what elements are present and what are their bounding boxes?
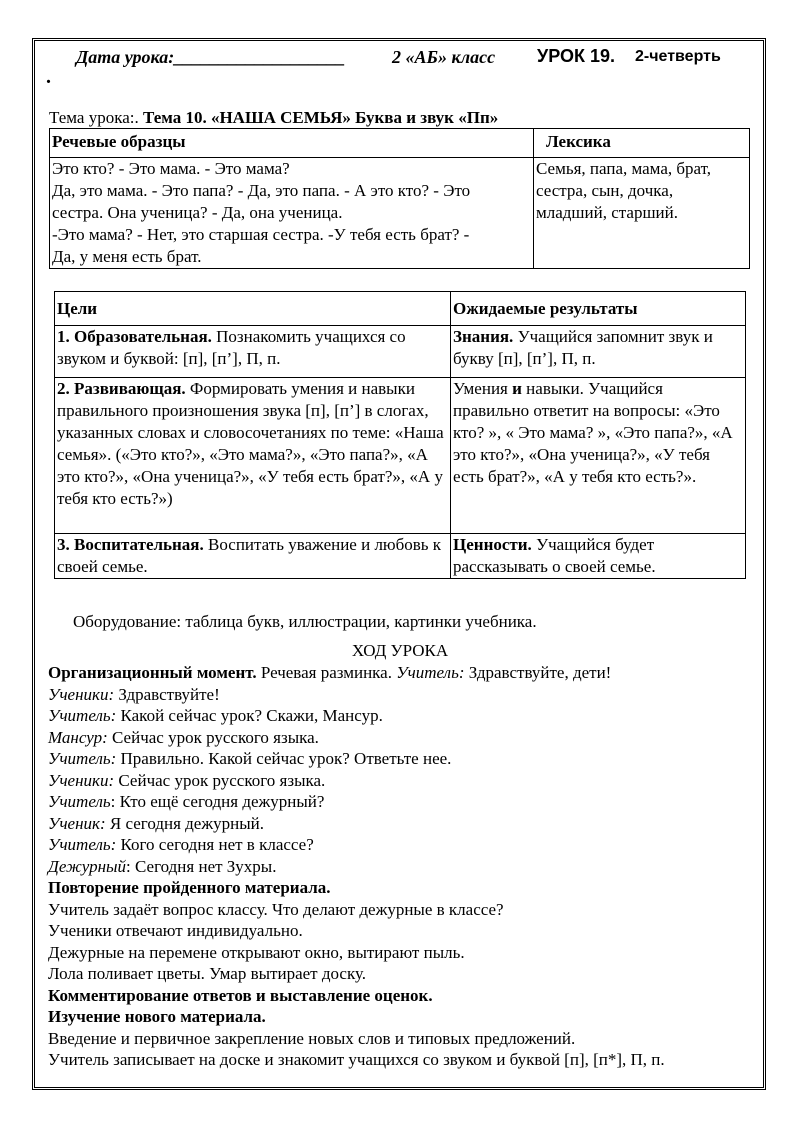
lesson-line — [48, 920, 303, 941]
topic-title: Тема 10. «НАША СЕМЬЯ» Буква и звук «Пп» — [143, 108, 499, 127]
lesson-line-italic: Учитель: — [396, 663, 465, 682]
vocabulary-header: Лексика — [534, 129, 750, 158]
result-cell — [451, 534, 746, 579]
lesson-line — [48, 705, 383, 726]
result-title: Знания. — [453, 327, 514, 346]
lesson-line-italic: Учитель — [48, 792, 111, 811]
result-text: Учащийся будет рассказывать о своей семье. — [453, 535, 656, 576]
lesson-line — [48, 1049, 665, 1070]
vocabulary-cell — [534, 158, 750, 269]
lesson-line-italic: Ученики: — [48, 770, 115, 790]
lesson-line-italic: Учитель: — [48, 706, 117, 725]
lesson-line-italic: Учитель: — [48, 749, 117, 768]
lesson-line-rest: Я сегодня дежурный. — [105, 813, 264, 833]
lesson-line-plain: Речевая разминка. — [256, 663, 397, 682]
result-cell — [451, 326, 746, 378]
speech-sample-line: Это кто? - Это мама. - Это мама? — [52, 159, 290, 178]
goals-table — [54, 291, 746, 579]
lesson-line — [48, 684, 220, 705]
lesson-line — [48, 1028, 575, 1049]
lesson-line-bold: Комментирование ответов и выставление оценок. — [48, 985, 433, 1005]
lesson-line-rest: : Сегодня нет Зухры. — [126, 856, 277, 876]
lesson-line-rest: Кого сегодня нет в классе? — [116, 835, 314, 854]
goal-title: 2. Развивающая. — [57, 379, 186, 398]
lesson-number: УРОК 19. — [537, 46, 615, 66]
quarter-label: 2-четверть — [635, 48, 721, 65]
lesson-line — [48, 877, 331, 898]
result-bold-word: и — [512, 379, 522, 398]
lesson-line-rest: Введение и первичное закрепление новых слов и типовых предложений. — [48, 1028, 576, 1048]
lesson-line — [48, 813, 264, 834]
lesson-topic — [49, 108, 498, 128]
lesson-date-label: Дата урока:___________________ — [76, 47, 346, 67]
result-text: Учащийся запомнит звук и букву [п], [п’], П, п. — [453, 327, 713, 368]
speech-samples-table — [49, 128, 750, 269]
lesson-line-italic: Ученики: — [48, 684, 115, 704]
speech-sample-line: сестра. Она ученица? - Да, она ученица. — [52, 203, 343, 222]
lesson-line — [48, 770, 325, 791]
lesson-line-italic: Мансур: — [48, 727, 108, 747]
lesson-line-rest: Сейчас урок русского языка. — [107, 727, 319, 747]
expected-results-header: Ожидаемые результаты — [451, 292, 746, 326]
result-text: Умения — [453, 379, 513, 398]
goal-cell — [55, 534, 451, 579]
goal-title: 1. Образовательная. — [57, 327, 212, 346]
result-cell — [451, 378, 746, 534]
lesson-line-rest: Дежурные на перемене открывают окно, вытирают пыль. — [48, 942, 465, 962]
lesson-line-rest: : Кто ещё сегодня дежурный? — [110, 792, 325, 811]
lesson-line — [48, 1006, 266, 1027]
stray-dot: . — [46, 66, 51, 88]
lesson-line-rest: Здравствуйте, дети! — [464, 663, 612, 682]
lesson-line-rest: Учитель записывает на доске и знакомит учащихся со звуком и буквой [п], [п*], П, п. — [48, 1050, 665, 1069]
speech-samples-cell — [50, 158, 534, 269]
lesson-line-rest: Какой сейчас урок? Скажи, Мансур. — [116, 706, 383, 725]
speech-sample-line: -Это мама? - Нет, это старшая сестра. -У тебя есть брат? - — [52, 225, 470, 244]
speech-sample-line: Да, это мама. - Это папа? - Да, это папа. - А это кто? - Это — [52, 181, 471, 200]
lesson-line — [48, 834, 314, 855]
goal-cell — [55, 378, 451, 534]
result-title: Ценности. — [453, 535, 532, 554]
speech-samples-header: Речевые образцы — [50, 129, 534, 158]
lesson-line — [48, 727, 319, 748]
result-text: навыки. Учащийся правильно ответит на вопросы: «Это кто? », « Это мама? », «Это папа?», «А это кто?», «Она ученица?», «У тебя есть брат?», «А у тебя кто есть?». — [453, 379, 733, 486]
goal-text: Познакомить учащихся со звуком и буквой: [п], [п’], П, п. — [57, 327, 406, 368]
lesson-line-rest: Правильно. Какой сейчас урок? Ответьте нее. — [116, 749, 452, 768]
lesson-line — [48, 662, 611, 683]
topic-prefix: Тема урока:. — [49, 108, 143, 127]
goal-title: 3. Воспитательная. — [57, 535, 204, 554]
lesson-line — [48, 856, 276, 877]
speech-sample-line: Да, у меня есть брат. — [52, 247, 202, 266]
lesson-line — [48, 791, 324, 812]
goal-text: Воспитать уважение и любовь к своей семье. — [57, 535, 442, 576]
lesson-line-italic: Дежурный — [48, 856, 127, 876]
lesson-line — [48, 963, 366, 984]
goal-text: Формировать умения и навыки правильного произношения звука [п], [п’] в слогах, указанных словах и словосочетаниях по теме: «Наша семья». («Это кто?», «Это мама?», «Это папа?», «А это кто?», «Она ученица?», «У тебя есть брат?», «А у тебя кто есть?») — [57, 379, 444, 508]
lesson-line-bold: Повторение пройденного материала. — [48, 878, 331, 897]
lesson-line-rest: Ученики отвечают индивидуально. — [48, 921, 303, 940]
class-label: 2 «АБ» класс — [392, 47, 496, 67]
lesson-line-bold: Изучение нового материала. — [48, 1007, 266, 1026]
lesson-line-italic: Ученик: — [48, 813, 106, 833]
lesson-line-italic: Учитель: — [48, 835, 117, 854]
lesson-line-rest: Учитель задаёт вопрос классу. Что делают дежурные в классе? — [48, 899, 504, 919]
goals-header: Цели — [55, 292, 451, 326]
goal-cell — [55, 326, 451, 378]
vocabulary-line: Семья, папа, мама, брат, — [536, 159, 712, 178]
lesson-progress-title: ХОД УРОКА — [351, 641, 449, 660]
lesson-line — [48, 899, 504, 920]
lesson-line-rest: Лола поливает цветы. Умар вытирает доску. — [48, 964, 367, 983]
lesson-line — [48, 748, 451, 769]
lesson-line-rest: Здравствуйте! — [114, 684, 220, 704]
equipment-line: Оборудование: таблица букв, иллюстрации, картинки учебника. — [73, 612, 537, 631]
lesson-line-rest: Сейчас урок русского языка. — [114, 770, 326, 790]
lesson-line — [48, 985, 433, 1006]
lesson-line — [48, 942, 465, 963]
vocabulary-line: младший, старший. — [536, 203, 678, 222]
lesson-line-bold: Организационный момент. — [48, 663, 257, 682]
vocabulary-line: сестра, сын, дочка, — [536, 181, 674, 200]
